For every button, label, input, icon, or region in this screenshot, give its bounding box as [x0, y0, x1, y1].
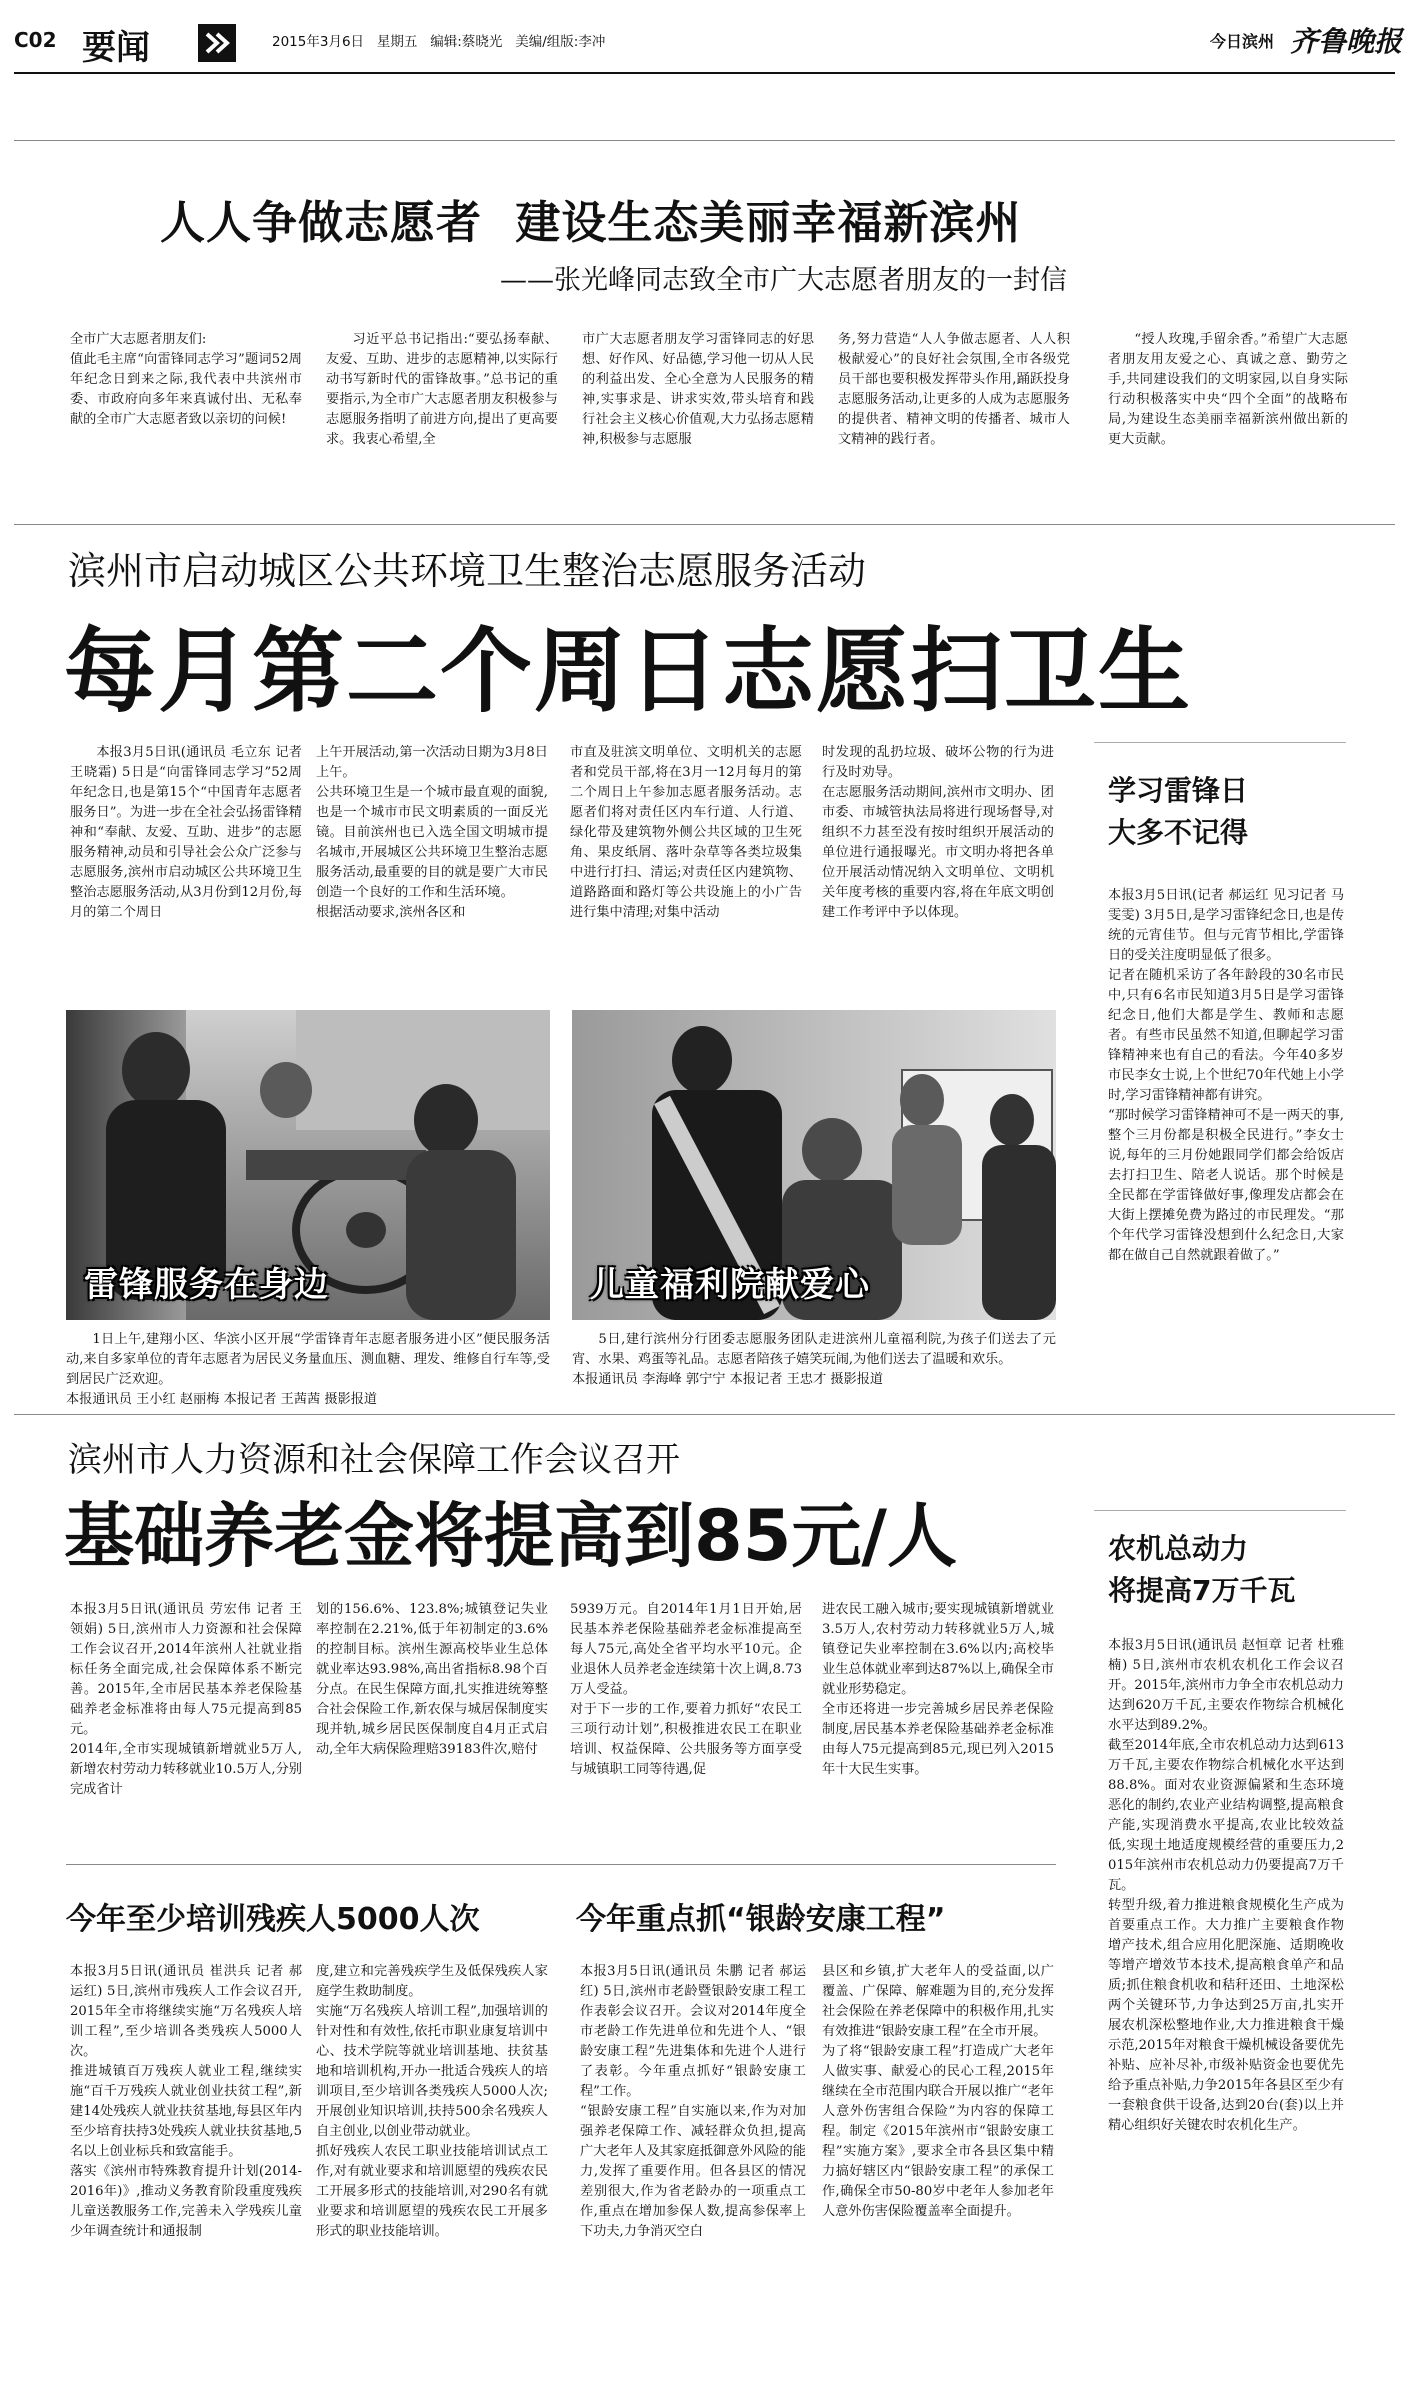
designer-credit: 美编/组版:李冲	[515, 34, 606, 50]
photo-left-label: 雷锋服务在身边	[84, 1265, 329, 1305]
elderly-col-2: 县区和乡镇,扩大老年人的受益面,以广覆盖、广保障、解难题为目的,充分发挥社会保险在养老保障中的积极作用,扎实有效推进“银龄安康工程”在全市开展。 为了将“银龄安康工程”打造成广大老年人做实事、献爱心的民心工程,2015年继续在全市范围内联合开展以推广“老年人意外伤害组合保险”为内容的保障工程。制定《2015年滨州市“银龄安康工程”实施方案》,要求全市各县区集中精力搞好辖区内“银龄安康工程”的承保工作,确保全市50-80岁中老年人参加老年人意外伤害保险覆盖率全面提升。	[822, 1964, 1054, 2219]
elderly-col-1: 本报3月5日讯(通讯员 朱鹏 记者 郝运红) 5日,滨州市老龄暨银龄安康工程工作表彰会议召开。会议对2014年度全市老龄工作先进单位和先进个人、“银龄安康工程”先进集体和先进个人进行了表彰。今年重点抓好“银龄安康工程”工作。 “银龄安康工程”自实施以来,作为对加强养老保障工作、减轻群众负担,提高广大老年人及其家庭抵御意外风险的能力,发挥了重要作用。但各县区的情况差别很大,作为省老龄办的一项重点工作,重点在增加参保人数,提高参保率上下功夫,力争消灭空白	[580, 1964, 806, 2239]
letter-title: 人人争做志愿者 建设生态美丽幸福新滨州	[160, 196, 1022, 249]
pension-col-3: 5939万元。自2014年1月1日开始,居民基本养老保险基础养老金标准提高至每人75元,高处全省平均水平10元。企业退休人员养老金连续第十次上调,8.73万人受益。 对于下一步的工作,要着力抓好“农民工三项行动计划”,积极推进农民工在职业培训、权益保障、公共服务等方面享受与城镇职工同等待遇,促	[570, 1602, 802, 1777]
letter-bottom-rule	[14, 524, 1395, 525]
cleanup-col-1: 本报3月5日讯(通讯员 毛立东 记者 王晓霜) 5日是“向雷锋同志学习”52周年纪念日,也是第15个“中国青年志愿者服务日”。为进一步在全社会弘扬雷锋精神和“奉献、友爱、互助、进步”的志愿服务精神,动员和引导社会公众广泛参与志愿服务,滨州市启动城区公共环境卫生整治志愿服务活动,从3月份到12月份,每月的第二个周日	[70, 745, 302, 920]
cleanup-col-3: 市直及驻滨文明单位、文明机关的志愿者和党员干部,将在3月一12月每月的第二个周日上午参加志愿者服务活动。志愿者们将对责任区内车行道、人行道、绿化带及建筑物外侧公共区域的卫生死角、果皮纸屑、落叶杂草等各类垃圾集中进行打扫、清运;对责任区内建筑物、道路路面和路灯等公共设施上的小广告进行集中清理;对集中活动	[570, 745, 802, 920]
photo-child-welfare	[572, 1010, 1056, 1320]
letter-col-3: 市广大志愿者朋友学习雷锋同志的好思想、好作风、好品德,学习他一切从人民的利益出发、全心全意为人民服务的精神,实事求是、讲求实效,带头培育和践行社会主义核心价值观,大力弘扬志愿精神,积极参与志愿服	[582, 332, 814, 447]
photo-right-caption	[572, 1330, 1056, 1390]
elderly-headline: 今年重点抓“银龄安康工程”	[576, 1902, 946, 1937]
masthead-info	[272, 30, 605, 50]
photo-right-credit: 本报通讯员 李海峰 郭宁宁 本报记者 王忠才 摄影报道	[572, 1372, 884, 1387]
editor-credit: 编辑:蔡晓光	[430, 34, 503, 50]
sidebar-rule-2	[1094, 1510, 1346, 1511]
mid-rule	[14, 1414, 1395, 1415]
photo-left-caption-text: 1日上午,建翔小区、华滨小区开展“学雷锋青年志愿者服务进小区”便民服务活动,来自多家单位的青年志愿者为居民义务量血压、测血糖、理发、维修自行车等,受到居民广泛欢迎。	[66, 1332, 550, 1387]
lower-rule	[66, 1864, 1056, 1865]
leifeng-title-line-1: 学习雷锋日	[1108, 774, 1249, 807]
cleanup-kicker: 滨州市启动城区公共环境卫生整治志愿服务活动	[68, 549, 867, 593]
photo-left-caption	[66, 1330, 550, 1410]
photo-leifeng-service	[66, 1010, 550, 1320]
paper-prefix: 今日滨州	[1210, 32, 1275, 51]
letter-subtitle: ——张光峰同志致全市广大志愿者朋友的一封信	[500, 265, 1067, 296]
leifeng-body: 本报3月5日讯(记者 郝运红 见习记者 马雯雯) 3月5日,是学习雷锋纪念日,也是传统的元宵佳节。但与元宵节相比,学雷锋日的受关注度明显低了很多。 记者在随机采访了各年龄段的30名市民中,只有6名市民知道3月5日是学习雷锋纪念日,他们大都是学生、教师和志愿者。有些市民虽然不知道,但聊起学习雷锋精神来也有自己的看法。今年40多岁市民李女士说,上个世纪70年代她上小学时,学习雷锋精神都有讲究。 “那时候学习雷锋精神可不是一两天的事,整个三月份都是积极全民进行。”李女士说,每年的三月份她跟同学们都会给饭店去打扫卫生、陪老人说话。那个时候是全民都在学雷锋做好事,像理发店都会在大街上摆摊免费为路过的市民理发。“那个年代学习雷锋没想到什么纪念日,大家都在做自己自然就跟着做了。”	[1108, 888, 1344, 1263]
pension-col-2: 划的156.6%、123.8%;城镇登记失业率控制在2.21%,低于年初制定的3.6%的控制目标。滨州生源高校毕业生总体就业率达93.98%,高出省指标8.98个百分点。在民生保障方面,扎实推进统筹整合社会保险工作,新农保与城居保制度实现并轨,城乡居民医保制度自4月正式启动,全年大病保险理赔39183件次,赔付	[316, 1602, 548, 1757]
issue-date: 2015年3月6日	[272, 34, 365, 50]
cleanup-col-2: 上午开展活动,第一次活动日期为3月8日上午。 公共环境卫生是一个城市最直观的面貌,也是一个城市市民文明素质的一面反光镜。目前滨州也已入选全国文明城市提名城市,开展城区公共环境卫生整治志愿服务活动,最重要的目的就是要广大市民创造一个良好的工作和生活环境。 根据活动要求,滨州各区和	[316, 745, 548, 920]
sidebar-rule-1	[1094, 742, 1346, 743]
agri-title-line-1: 农机总动力	[1108, 1532, 1249, 1565]
section-arrow-icon	[198, 24, 236, 62]
pension-headline: 基础养老金将提高到85元/人	[64, 1495, 957, 1577]
page-number: C02	[14, 28, 57, 52]
letter-col-1: 全市广大志愿者朋友们: 值此毛主席“向雷锋同志学习”题词52周年纪念日到来之际,我代表中共滨州市委、市政府向多年来真诚付出、无私奉献的全市广大志愿者致以亲切的问候!	[70, 332, 302, 427]
paper-logo: 齐鲁晚报	[1290, 25, 1403, 58]
cleanup-col-4: 时发现的乱扔垃圾、破坏公物的行为进行及时劝导。 在志愿服务活动期间,滨州市文明办、团市委、市城管执法局将进行现场督导,对组织不力甚至没有按时组织开展活动的单位进行通报曝光。市文明办将把各单位开展活动情况纳入文明单位、文明机关年度考核的重要内容,将在年底文明创建工作考评中予以体现。	[822, 745, 1054, 920]
pension-kicker: 滨州市人力资源和社会保障工作会议召开	[68, 1440, 680, 1480]
masthead-rule-thin	[14, 140, 1395, 141]
disabled-col-2: 度,建立和完善残疾学生及低保残疾人家庭学生救助制度。 实施“万名残疾人培训工程”,加强培训的针对性和有效性,依托市职业康复培训中心、技术学院等就业培训基地、扶贫基地和培训机构,开办一批适合残疾人的培训项目,至少培训各类残疾人5000人次;开展创业知识培训,扶持500余名残疾人自主创业,以创业带动就业。 抓好残疾人农民工职业技能培训试点工作,对有就业要求和培训愿望的残疾农民工开展多形式的技能培训,对290名有就业要求和培训愿望的残疾农民工开展多形式的职业技能培训。	[316, 1964, 548, 2239]
pension-col-1: 本报3月5日讯(通讯员 劳宏伟 记者 王领娟) 5日,滨州市人力资源和社会保障工作会议召开,2014年滨州人社就业指标任务全面完成,社会保障体系不断完善。2015年,全市居民基本养老保险基础养老金标准将由每人75元提高到85元。 2014年,全市实现城镇新增就业5万人,新增农村劳动力转移就业10.5万人,分别完成省计	[70, 1602, 302, 1797]
letter-col-5: “授人玫瑰,手留余香。”希望广大志愿者朋友用友爱之心、真诚之意、勤劳之手,共同建设我们的文明家园,以自身实际行动积极落实中央“四个全面”的战略布局,为建设生态美丽幸福新滨州做出新的更大贡献。	[1108, 332, 1348, 447]
photo-right-caption-text: 5日,建行滨州分行团委志愿服务团队走进滨州儿童福利院,为孩子们送去了元宵、水果、鸡蛋等礼品。志愿者陪孩子嬉笑玩闹,为他们送去了温暖和欢乐。	[572, 1332, 1056, 1367]
cleanup-headline: 每月第二个周日志愿扫卫生	[64, 618, 1193, 725]
leifeng-title-line-2: 大多不记得	[1108, 816, 1249, 849]
photo-left-credit: 本报通讯员 王小红 赵丽梅 本报记者 王茜茜 摄影报道	[66, 1392, 378, 1407]
agri-body: 本报3月5日讯(通讯员 赵恒章 记者 杜雅楠) 5日,滨州市农机农机化工作会议召开。2015年,滨州市力争全市农机总动力达到620万千瓦,主要农作物综合机械化水平达到89.2%。 截至2014年底,全市农机总动力达到613万千瓦,主要农作物综合机械化水平达到88.8%。面对农业资源偏紧和生态环境恶化的制约,农业产业结构调整,提高粮食产能,实现消费水平提高,农业比较效益低,实现土地适度规模经营的重要压力,2015年滨州市农机总动力仍要提高7万千瓦。 转型升级,着力推进粮食规模化生产成为首要重点工作。大力推广主要粮食作物增产技术,组合应用化肥深施、适期晚收等增产增效节本技术,提高粮食单产和品质;抓住粮食机收和秸秆还田、土地深松两个关键环节,力争达到25万亩,扎实开展农机深松整地作业,大力推进粮食干燥示范,2015年对粮食干燥机械设备要优先补贴、应补尽补,市级补贴资金也要优先给予重点补贴,力争2015年各县区至少有一套粮食供干设备,达到20台(套)以上并精心组织好关键农时农机化生产。	[1108, 1638, 1344, 2133]
agri-title-line-2: 将提高7万千瓦	[1108, 1574, 1296, 1607]
disabled-col-1: 本报3月5日讯(通讯员 崔洪兵 记者 郝运红) 5日,滨州市残疾人工作会议召开,2015年全市将继续实施“万名残疾人培训工程”,至少培训各类残疾人5000人次。 推进城镇百万残疾人就业工程,继续实施“百千万残疾人就业创业扶贫工程”,新建14处残疾人就业扶贫基地,每县区年内至少培育扶持3处残疾人就业扶贫基地,5名以上创业标兵和致富能手。 落实《滨州市特殊教育提升计划(2014-2016年)》,推动义务教育阶段重度残疾儿童送教服务工作,完善未入学残疾儿童少年调查统计和通报制	[70, 1964, 302, 2239]
disabled-headline: 今年至少培训残疾人5000人次	[66, 1902, 480, 1937]
issue-weekday: 星期五	[376, 34, 418, 50]
pension-col-4: 进农民工融入城市;要实现城镇新增就业3.5万人,农村劳动力转移就业5万人,城镇登记失业率控制在3.6%以内;高校毕业生总体就业率到达87%以上,确保全市就业形势稳定。 全市还将进一步完善城乡居民养老保险制度,居民基本养老保险基础养老金标准由每人75元提高到85元,现已列入2015年十大民生实事。	[822, 1602, 1054, 1777]
letter-col-4: 务,努力营造“人人争做志愿者、人人积极献爱心”的良好社会氛围,全市各级党员干部也要积极发挥带头作用,踊跃投身志愿服务活动,让更多的人成为志愿服务的提供者、精神文明的传播者、城市人文精神的践行者。	[838, 332, 1070, 447]
section-title: 要闻	[82, 28, 150, 68]
photo-right-label: 儿童福利院献爱心	[590, 1265, 870, 1305]
masthead-rule	[14, 72, 1395, 74]
letter-col-2: 习近平总书记指出:“要弘扬奉献、友爱、互助、进步的志愿精神,以实际行动书写新时代的雷锋故事。”总书记的重要指示,为全市广大志愿者朋友积极参与志愿服务指明了前进方向,提出了更高要求。我衷心希望,全	[326, 332, 558, 447]
